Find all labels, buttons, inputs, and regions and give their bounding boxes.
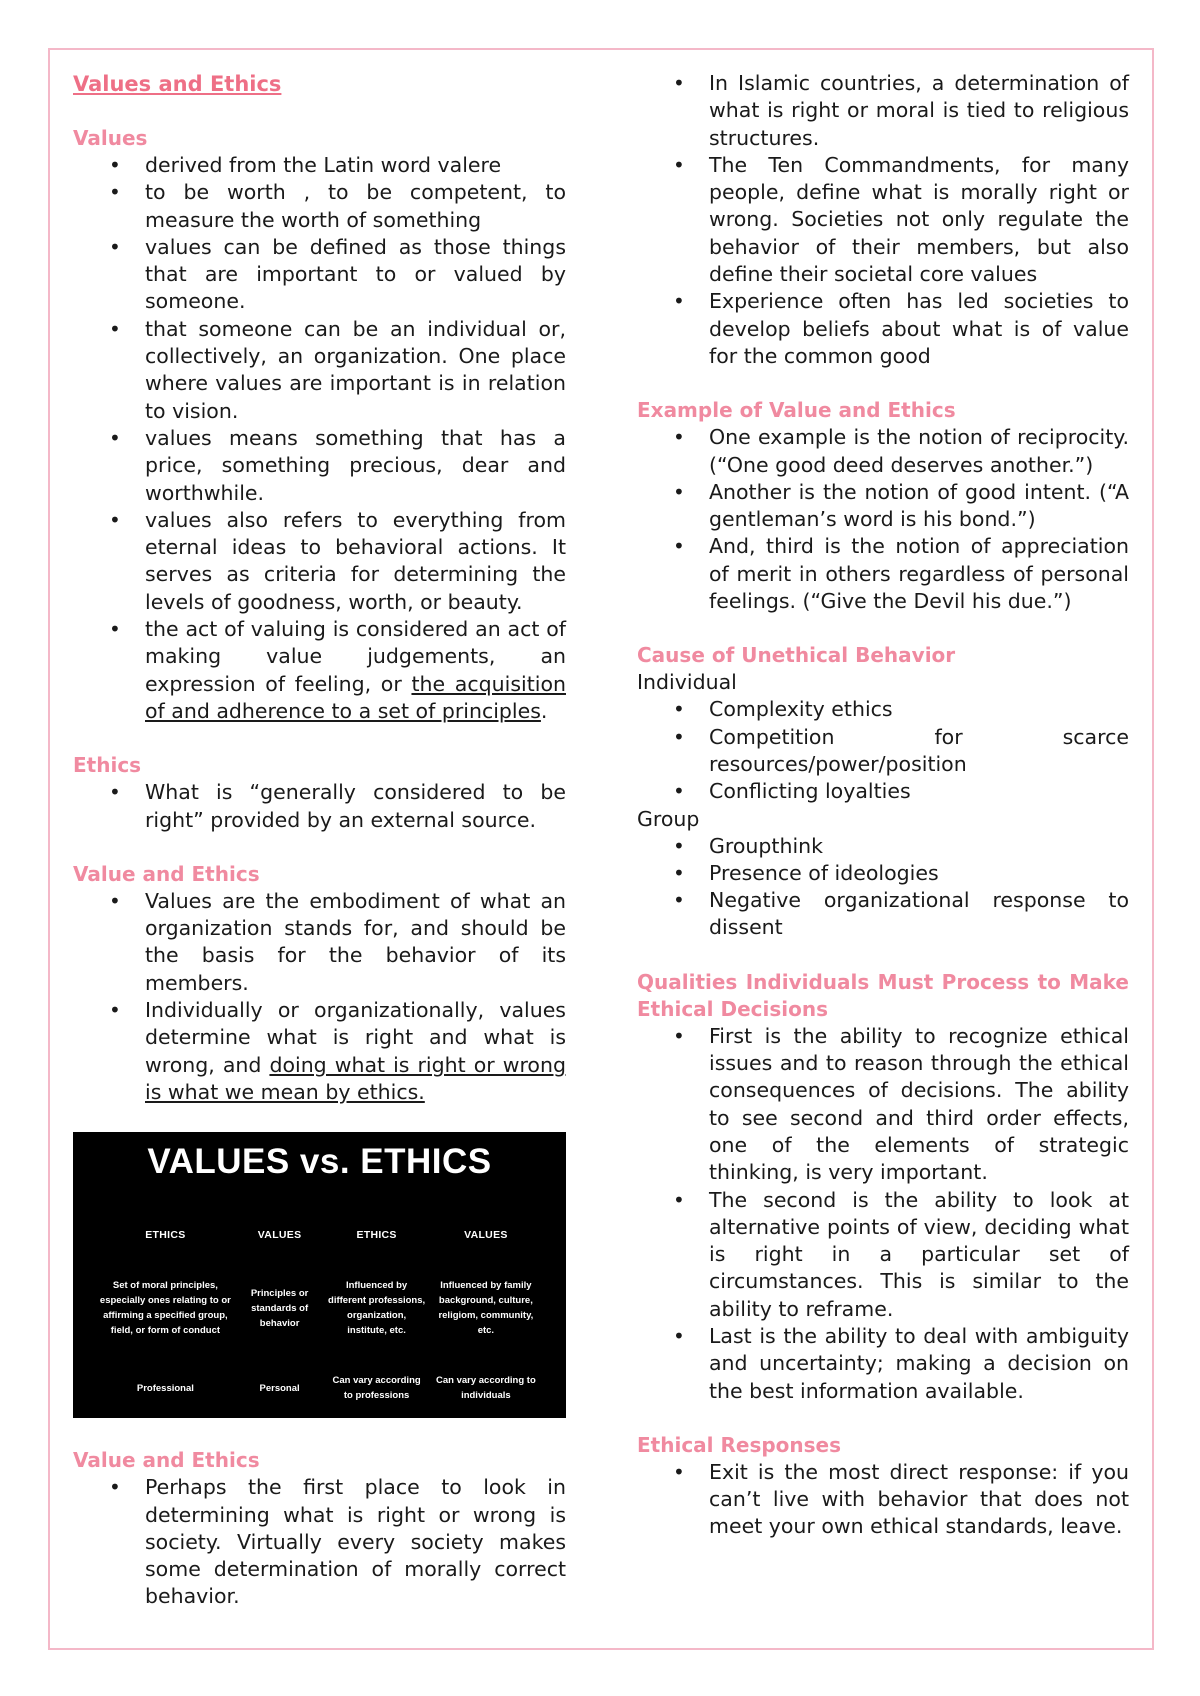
group-list xyxy=(637,833,1129,942)
list-item: • The second is the ability to look at alternative points of view, deciding what is right in a particular set of circumstances. This is similar to the ability to reframe. xyxy=(637,1187,1129,1323)
list-item: • Groupthink xyxy=(637,833,1129,860)
value-and-ethics-list xyxy=(73,888,566,1106)
list-item-text-end: . xyxy=(540,698,548,723)
list-item: • Negative organizational response to dissent xyxy=(637,887,1129,942)
list-item-text: Individually or organizationally, values determine what is right and what is wrong, and xyxy=(145,998,566,1077)
list-item: • Presence of ideologies xyxy=(637,860,1129,887)
list-item: • values means something that has a price, something precious, dear and worthwhile. xyxy=(73,425,566,507)
figure-table xyxy=(99,1228,540,1406)
values-vs-ethics-image xyxy=(73,1132,566,1418)
list-item: • What is “generally considered to be right” provided by an external source. xyxy=(73,779,566,834)
qualities-list xyxy=(637,1023,1129,1405)
value-and-ethics-heading: Value and Ethics xyxy=(73,861,260,886)
qualities-heading: Qualities Individuals Must Process to Make Ethical Decisions xyxy=(637,969,1129,1021)
figure-header: VALUES xyxy=(464,1229,508,1242)
values-list xyxy=(73,152,566,725)
list-item: • values also refers to everything from eternal ideas to behavioral actions. It serves as criteria for determining the levels of goodness, worth, or beauty. xyxy=(73,507,566,616)
left-column xyxy=(73,70,566,1611)
figure-cell: Can vary according to individuals xyxy=(435,1375,536,1402)
example-heading: Example of Value and Ethics xyxy=(637,398,956,423)
right-column xyxy=(637,70,1129,1541)
list-item: • Exit is the most direct response: if you can’t live with behavior that does not meet your own ethical standards, leave. xyxy=(637,1459,1129,1541)
value-and-ethics-heading-2: Value and Ethics xyxy=(73,1448,260,1473)
list-item-text: the act of valuing is considered an act of making value judgements, an expression of feeling, or xyxy=(145,617,566,696)
list-item: • Experience often has led societies to develop beliefs about what is of value for the common good xyxy=(637,288,1129,370)
responses-list xyxy=(637,1459,1129,1541)
list-item: • values can be defined as those things that are important to or valued by someone. xyxy=(73,234,566,316)
figure-header: ETHICS xyxy=(145,1229,186,1242)
list-item xyxy=(73,997,566,1106)
group-label: Group xyxy=(637,806,700,831)
example-list xyxy=(637,424,1129,615)
individual-list xyxy=(637,696,1129,805)
list-item: • And, third is the notion of appreciation of merit in others regardless of personal feelings. (“Give the Devil his due.”) xyxy=(637,533,1129,615)
list-item xyxy=(73,616,566,725)
figure-cell: Set of moral principles, especially ones relating to or affirming a specified group, field, or form of conduct xyxy=(99,1280,231,1337)
list-item: • Last is the ability to deal with ambiguity and uncertainty; making a decision on the best information available. xyxy=(637,1323,1129,1405)
list-item: • Complexity ethics xyxy=(637,696,1129,723)
figure-title: VALUES vs. ETHICS xyxy=(147,1142,492,1182)
figure-cell: Personal xyxy=(259,1382,300,1394)
values-heading: Values xyxy=(73,126,148,150)
figure-cell: Influenced by family background, culture, religiom, community, etc. xyxy=(438,1280,534,1337)
list-item: • to be worth , to be competent, to measure the worth of something xyxy=(73,179,566,234)
list-item: • derived from the Latin word valere xyxy=(73,152,566,179)
figure-cell: Can vary according to professions xyxy=(332,1375,421,1402)
underlined-text: the acquisition of and adherence to a set of principles xyxy=(145,671,566,723)
list-item: • that someone can be an individual or, collectively, an organization. One place where values are important is in relation to vision. xyxy=(73,316,566,425)
list-item: • Competition for scarce resources/power/position xyxy=(637,724,1129,779)
list-item: • Conflicting loyalties xyxy=(637,778,1129,805)
figure-cell: Principles or standards of behavior xyxy=(250,1287,309,1329)
underlined-text: doing what is right or wrong is what we mean by ethics. xyxy=(145,1052,566,1104)
list-item: • The Ten Commandments, for many people, define what is morally right or wrong. Societies not only regulate the behavior of their members, but also define their societal core values xyxy=(637,152,1129,288)
cause-heading: Cause of Unethical Behavior xyxy=(637,643,956,668)
figure-header: VALUES xyxy=(257,1229,302,1242)
figure-cell: Influenced by different professions, organization, institute, etc. xyxy=(328,1280,426,1337)
list-item: • Another is the notion of good intent. (“A gentleman’s word is his bond.”) xyxy=(637,479,1129,534)
figure-header: ETHICS xyxy=(356,1229,397,1242)
responses-heading: Ethical Responses xyxy=(637,1432,842,1457)
list-item: • Values are the embodiment of what an organization stands for, and should be the basis for the behavior of its members. xyxy=(73,888,566,997)
value-and-ethics-list-2 xyxy=(73,1474,566,1610)
figure-cell: Professional xyxy=(136,1382,194,1394)
list-item: • First is the ability to recognize ethical issues and to reason through the ethical consequences of decisions. The ability to see second and third order effects, one of the elements of strategic thinking, is very important. xyxy=(637,1023,1129,1187)
ethics-list xyxy=(73,779,566,834)
list-item: • Perhaps the first place to look in determining what is right or wrong is society. Virtually every society makes some determination of morally correct behavior. xyxy=(73,1474,566,1610)
ethics-heading: Ethics xyxy=(73,753,142,778)
list-item: • In Islamic countries, a determination of what is right or moral is tied to religious structures. xyxy=(637,70,1129,152)
document-title: Values and Ethics xyxy=(73,72,282,96)
society-list xyxy=(637,70,1129,370)
individual-label: Individual xyxy=(637,670,737,695)
list-item: • One example is the notion of reciprocity. (“One good deed deserves another.”) xyxy=(637,424,1129,479)
